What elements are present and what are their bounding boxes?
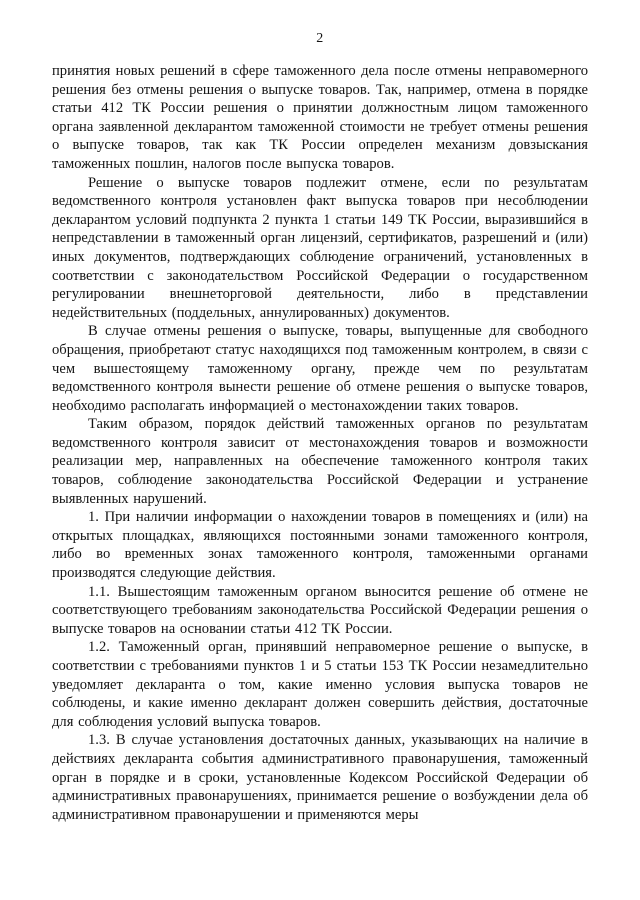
paragraph-item-1-2: 1.2. Таможенный орган, принявший неправомерное решение о выпуске, в соответствии с требованиями пунктов 1 и 5 статьи 153 ТК России незамедлительно уведомляет декларанта о том, какие именно условия выпуска товаров не соблюдены, и какие именно декларант должен совершить действия, достаточные для соблюдения условий выпуска товаров. <box>52 639 588 730</box>
paragraph-item-1-1: 1.1. Вышестоящим таможенным органом выносится решение об отмене не соответствующего требованиям законодательства Российской Федерации решения о выпуске товаров на основании статьи 412 ТК России. <box>52 583 588 637</box>
document-body <box>52 62 588 824</box>
paragraph-item-1: 1. При наличии информации о нахождении товаров в помещениях и (или) на открытых площадках, являющихся постоянными зонами таможенного контроля, либо во временных зонах таможенного контроля, таможенными органами производятся следующие действия. <box>52 509 588 582</box>
paragraph: Таким образом, порядок действий таможенных органов по результатам ведомственного контроля зависит от местонахождения товаров и возможности реализации мер, направленных на обеспечение таможенного контроля таких товаров, соблюдение законодательства Российской Федерации и устранение выявленных нарушений. <box>52 416 588 507</box>
paragraph: В случае отмены решения о выпуске, товары, выпущенные для свободного обращения, приобретают статус находящихся под таможенным контролем, в связи с чем вышестоящему таможенному органу, прежде чем по результатам ведомственного контроля вынести решение об отмене решения о выпуске товаров, необходимо располагать информацией о местонахождении таких товаров. <box>52 323 588 414</box>
page-number: 2 <box>316 31 324 46</box>
paragraph-item-1-3: 1.3. В случае установления достаточных данных, указывающих на наличие в действиях декларанта события административного правонарушения, таможенный орган в порядке и в сроки, установленные Кодексом Российской Федерации об административных правонарушениях, принимается решение о возбуждении дела об административном правонарушении и применяются меры <box>52 732 588 823</box>
paragraph: Решение о выпуске товаров подлежит отмене, если по результатам ведомственного контроля установлен факт выпуска товаров при несоблюдении декларантом условий подпункта 2 пункта 1 статьи 149 ТК России, выразившийся в непредставлении в таможенный орган лицензий, сертификатов, разрешений и (или) иных документов, подтверждающих соблюдение ограничений, установленных в соответствии с законодательством Российской Федерации о государственном регулировании внешнеторговой деятельности, либо в представлении недействительных (поддельных, аннулированных) документов. <box>52 174 588 321</box>
paragraph-continuation: принятия новых решений в сфере таможенного дела после отмены неправомерного решения без отмены решения о выпуске товаров. Так, например, отмена в порядке статьи 412 ТК России решения о принятии должностным лицом таможенного органа заявленной декларантом таможенной стоимости не требует отмены решения о выпуске товаров, так как ТК России определен механизм довзыскания таможенных пошлин, налогов после выпуска товаров. <box>52 63 588 172</box>
